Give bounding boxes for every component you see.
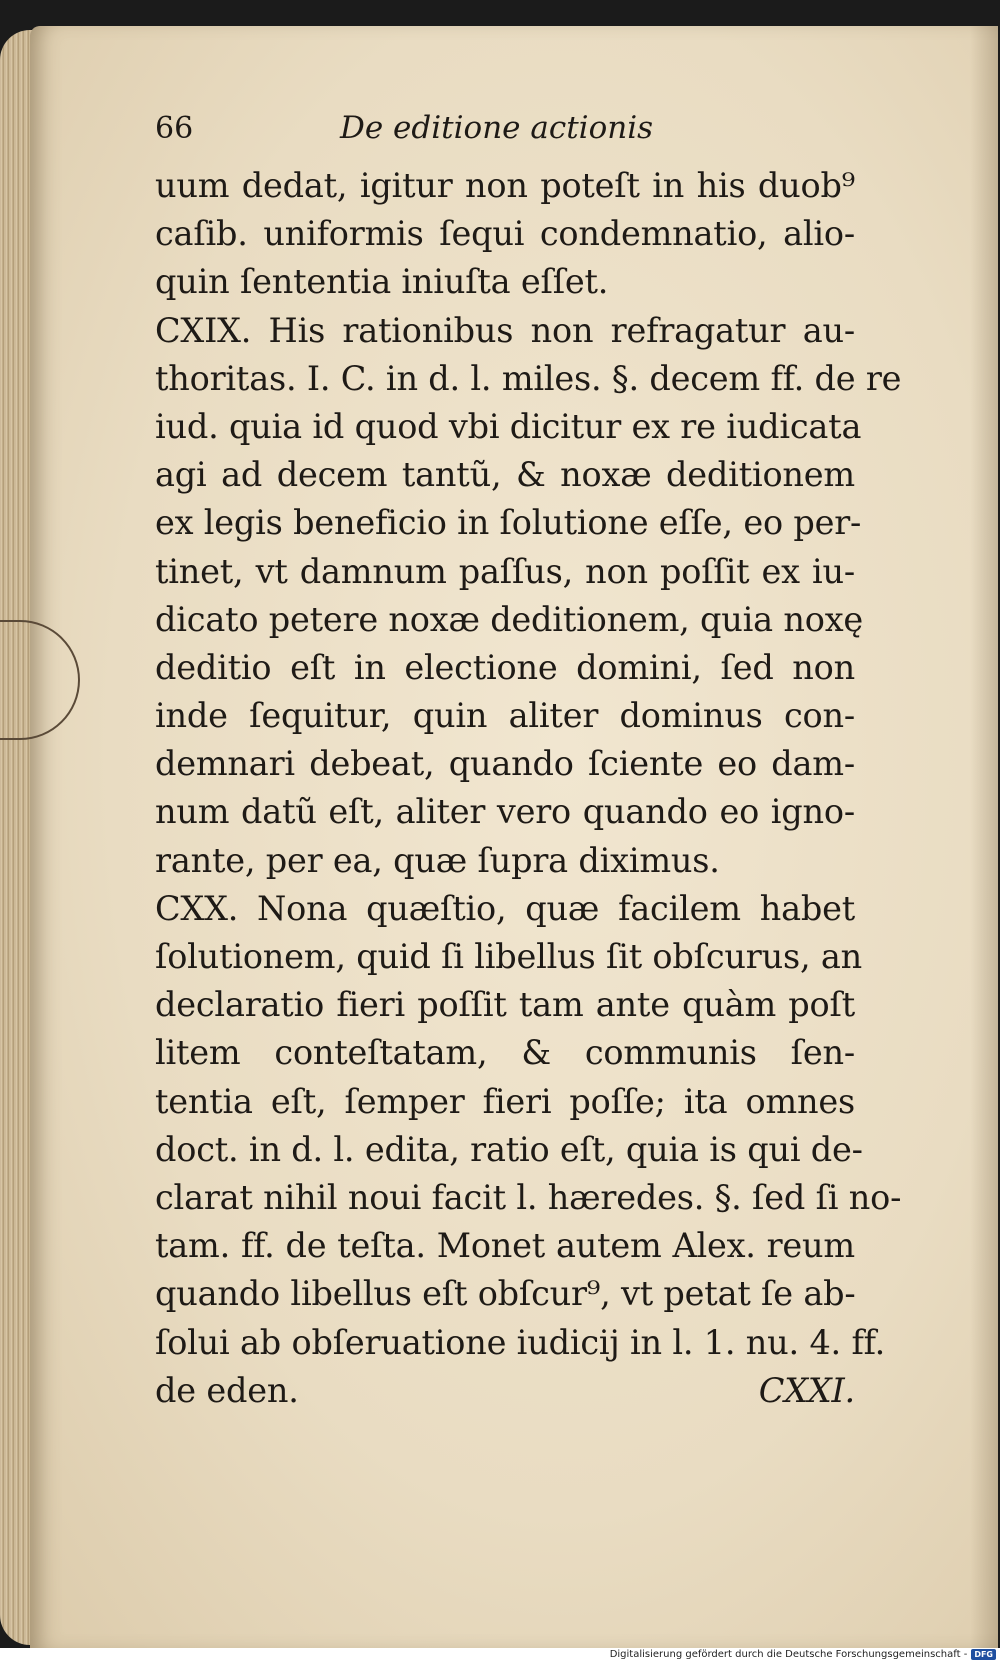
text-line: rante, per ea, quæ ſupra diximus. — [155, 840, 720, 880]
text-line: tam. ff. de teſta. Monet autem Alex. reum — [155, 1226, 855, 1266]
running-title: De editione actionis — [340, 110, 654, 146]
text-line: tentia eſt, ſemper fieri poſſe; ita omnes — [155, 1081, 855, 1121]
text-line: declaratio fieri poſſit tam ante quàm poſt — [155, 985, 855, 1025]
text-line: clarat nihil noui facit l. hæredes. §. ſed ſi no- — [155, 1177, 902, 1217]
dfg-logo: DFG — [971, 1649, 996, 1660]
text-line: doct. in d. l. edita, ratio eſt, quia is qui de- — [155, 1129, 863, 1169]
text-line: inde ſequitur, quin aliter dominus con- — [155, 696, 855, 736]
text-line: iud. quia id quod vbi dicitur ex re iudicata — [155, 406, 862, 446]
text-line: litem conteſtatam, & communis ſen- — [155, 1033, 855, 1073]
catchword: CXXI. — [758, 1370, 855, 1410]
text-line: CXIX. His rationibus non refragatur au- — [155, 310, 855, 350]
last-text-line — [155, 1367, 855, 1415]
text-line: ex legis beneficio in ſolutione eſſe, eo per- — [155, 503, 862, 543]
text-line: num datũ eſt, aliter vero quando eo igno- — [155, 792, 855, 832]
digitization-credit — [610, 1649, 996, 1660]
text-line: caſib. uniformis ſequi condemnatio, alio- — [155, 214, 855, 254]
text-line: ſolutionem, quid ſi libellus ſit obſcurus, an — [155, 937, 862, 976]
page-number: 66 — [155, 111, 194, 146]
text-line: demnari debeat, quando ſciente eo dam- — [155, 744, 855, 784]
last-line-text: de eden. — [155, 1370, 299, 1410]
text-line: CXX. Nona quæſtio, quæ facilem habet — [155, 888, 855, 928]
text-line: dicato petere noxæ deditionem, quia noxę — [155, 599, 864, 639]
text-line: ſolui ab obſeruatione iudicij in l. 1. nu. 4. ff. — [155, 1322, 886, 1362]
text-line: thoritas. I. C. in d. l. miles. §. decem ff. de re — [155, 358, 902, 398]
page-gutter-shadow — [970, 26, 998, 1648]
text-line: quando libellus eſt obſcur⁹, vt petat ſe ab- — [155, 1274, 856, 1314]
text-line: quin ſententia iniuſta eſſet. — [155, 262, 609, 302]
page-header — [155, 110, 855, 162]
text-line: uum dedat, igitur non poteſt in his duob⁹ — [155, 166, 855, 205]
text-line: agi ad decem tantũ, & noxæ deditionem — [155, 455, 855, 495]
text-line: tinet, vt damnum paſſus, non poſſit ex iu- — [155, 551, 855, 591]
text-line: deditio eſt in electione domini, ſed non — [155, 647, 855, 687]
credit-text: Digitalisierung gefördert durch die Deutsche Forschungsgemeinschaft - — [609, 1649, 968, 1660]
page-text-block — [155, 110, 902, 1415]
book-page-edges — [0, 30, 34, 1645]
